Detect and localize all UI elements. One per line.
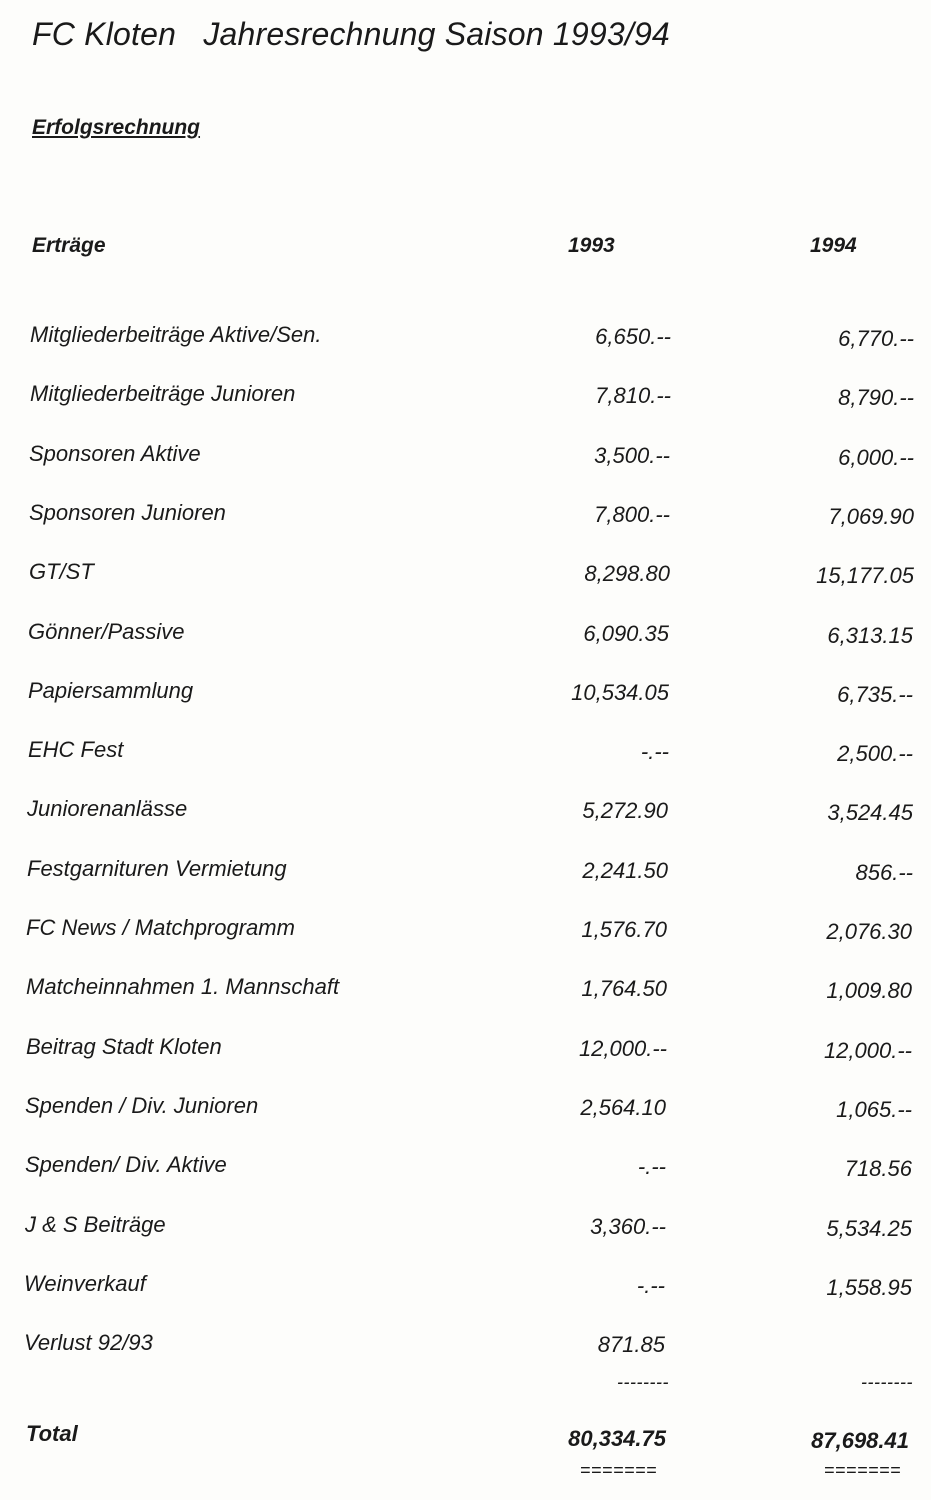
column-header-1994: 1994 <box>810 234 857 257</box>
ledger-row <box>0 856 931 896</box>
row-label: Weinverkauf <box>24 1271 146 1296</box>
row-value-1993: 871.85 <box>597 1332 665 1357</box>
ledger-row <box>0 1152 931 1192</box>
row-value-1993: 6,650.-- <box>595 324 671 349</box>
ledger-row <box>0 559 931 599</box>
ledger-row <box>0 1212 931 1252</box>
row-value-1994: 6,735.-- <box>837 682 913 707</box>
ledger-row <box>0 974 931 1014</box>
column-header-label: Erträge <box>32 234 106 257</box>
row-label: Papiersammlung <box>28 678 194 703</box>
row-label: Beitrag Stadt Kloten <box>26 1034 222 1059</box>
row-value-1994: 1,009.80 <box>826 978 912 1003</box>
row-value-1993: 3,360.-- <box>590 1214 666 1239</box>
ledger-row <box>0 737 931 777</box>
total-1993: 80,334.75 <box>568 1426 666 1451</box>
row-label: Matcheinnahmen 1. Mannschaft <box>26 974 340 999</box>
row-value-1993: -.-- <box>637 1154 666 1179</box>
row-value-1993: 2,241.50 <box>582 858 668 883</box>
row-label: Spenden/ Div. Aktive <box>25 1152 227 1177</box>
row-value-1993: 7,800.-- <box>594 502 670 527</box>
ledger-row <box>0 500 931 540</box>
row-value-1994: 1,558.95 <box>826 1275 912 1300</box>
ledger-row <box>0 915 931 955</box>
ledger-row <box>0 381 931 421</box>
row-value-1993: 12,000.-- <box>578 1036 667 1061</box>
row-value-1993: -.-- <box>640 739 669 764</box>
separator-1994: -------- <box>861 1372 913 1392</box>
ledger-row <box>0 1330 931 1370</box>
double-underline-1993: ======= <box>579 1460 657 1480</box>
row-label: Festgarnituren Vermietung <box>27 856 287 881</box>
row-value-1993: 2,564.10 <box>580 1095 666 1120</box>
ledger-row <box>0 1093 931 1133</box>
ledger-row <box>0 322 931 362</box>
row-value-1994: 15,177.05 <box>816 563 914 588</box>
row-value-1993: 10,534.05 <box>571 680 669 705</box>
row-value-1994: 5,534.25 <box>826 1216 912 1241</box>
row-value-1993: 3,500.-- <box>594 443 670 468</box>
row-value-1993: 7,810.-- <box>595 383 671 408</box>
row-value-1993: 5,272.90 <box>582 798 668 823</box>
row-label: Sponsoren Aktive <box>29 441 201 466</box>
row-label: FC News / Matchprogramm <box>26 915 295 940</box>
row-label: J & S Beiträge <box>25 1212 166 1237</box>
ledger-row <box>0 619 931 659</box>
row-label: Mitgliederbeiträge Aktive/Sen. <box>30 322 322 347</box>
row-label: Sponsoren Junioren <box>29 500 226 525</box>
row-value-1994: 8,790.-- <box>838 385 914 410</box>
row-label: Verlust 92/93 <box>24 1330 153 1355</box>
row-value-1994: 12,000.-- <box>823 1038 912 1063</box>
row-value-1994: 2,076.30 <box>826 919 912 944</box>
total-1994: 87,698.41 <box>811 1428 909 1453</box>
row-label: Mitgliederbeiträge Junioren <box>30 381 296 406</box>
row-value-1994: 6,770.-- <box>838 326 914 351</box>
row-value-1993: 1,764.50 <box>581 976 667 1001</box>
ledger-row <box>0 1271 931 1311</box>
row-value-1994: 6,000.-- <box>838 445 914 470</box>
row-value-1993: 1,576.70 <box>581 917 667 942</box>
row-value-1993: -.-- <box>636 1273 665 1298</box>
ledger-row <box>0 1034 931 1074</box>
document-title: FC Kloten Jahresrechnung Saison 1993/94 <box>32 16 670 52</box>
row-label: Spenden / Div. Junioren <box>25 1093 259 1118</box>
row-value-1994: 2,500.-- <box>837 741 913 766</box>
row-value-1994: 1,065.-- <box>836 1097 912 1122</box>
row-label: GT/ST <box>29 559 94 584</box>
ledger-row <box>0 796 931 836</box>
row-value-1994: 718.56 <box>844 1156 912 1181</box>
total-label: Total <box>26 1421 78 1446</box>
row-label: EHC Fest <box>28 737 124 762</box>
row-value-1993: 6,090.35 <box>583 621 669 646</box>
section-title: Erfolgsrechnung <box>32 116 201 139</box>
row-value-1994: 6,313.15 <box>827 623 913 648</box>
row-value-1994: 3,524.45 <box>827 800 913 825</box>
double-underline-1994: ======= <box>823 1460 901 1480</box>
ledger-row <box>0 441 931 481</box>
row-value-1994: 856.-- <box>855 860 913 885</box>
ledger-row <box>0 678 931 718</box>
row-label: Gönner/Passive <box>28 619 185 644</box>
row-value-1993: 8,298.80 <box>584 561 670 586</box>
row-label: Juniorenanlässe <box>27 796 188 821</box>
separator-1993: -------- <box>617 1372 669 1392</box>
column-header-1993: 1993 <box>568 234 615 257</box>
row-value-1994: 7,069.90 <box>828 504 914 529</box>
